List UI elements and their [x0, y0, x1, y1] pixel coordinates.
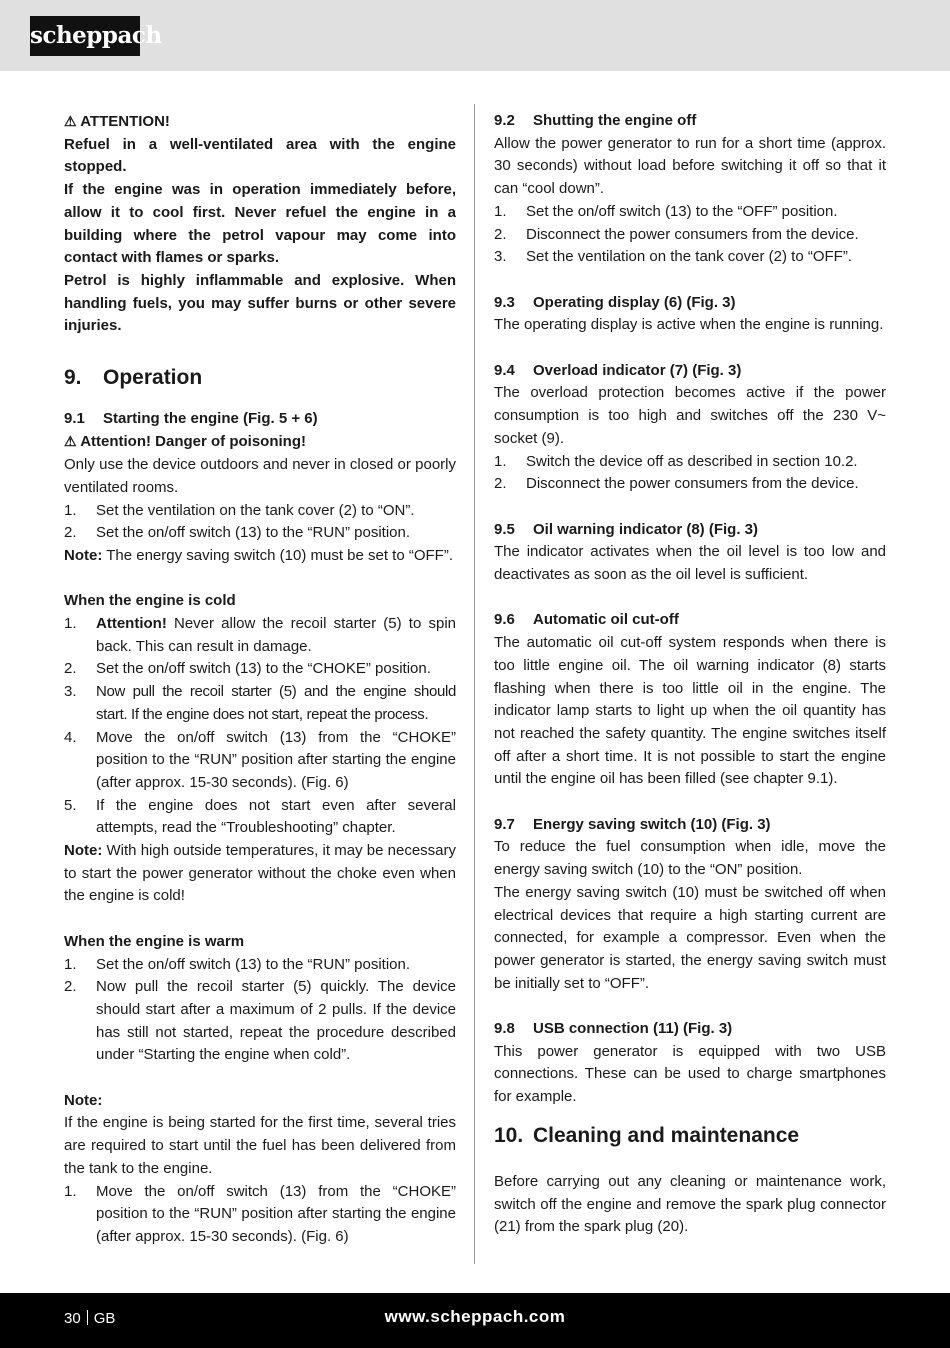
cold-heading: When the engine is cold [64, 592, 236, 610]
list-item: 2. Disconnect the power consumers from the device. [494, 475, 859, 493]
paragraph: The overload protection becomes active if the power consumption is too high and switches off the 230 V~ socket (9). [494, 384, 886, 447]
subsection-heading: 9.5 Oil warning indicator (8) (Fig. 3) [494, 520, 759, 538]
page-header [0, 0, 950, 71]
paragraph: The energy saving switch (10) must be switched off when electrical devices that require a high starting current are connected, for example a compressor. Even when the power generator is started, the energy saving switch must be initially set to “OFF”. [494, 883, 886, 992]
list-item: 2. Now pull the recoil starter (5) quickly. The device should start after a maximum of 2 pulls. If the device has still not started, repeat the procedure described under “Starting the engine when cold”. [64, 978, 456, 1064]
page-number: 30 GB [64, 1310, 116, 1327]
paragraph: The automatic oil cut-off system responds when there is too little engine oil. The oil warning indicator (8) starts flashing when there is too little oil in the engine. The indicator lamp starts to light up when the oil quantity has not reached the safety quantity. The engine switches itself off after a short time. It is not possible to start the engine until the engine oil has been filled (see chapter 9.1). [494, 634, 886, 788]
section-heading-cleaning: 10. Cleaning and maintenance [494, 1123, 800, 1147]
list-item: 1. Move the on/off switch (13) from the “CHOKE” position to the “RUN” position after starting the engine (after approx. 15-30 seconds). (Fig. 6) [64, 1182, 456, 1245]
subsection-heading: 9.6 Automatic oil cut-off [494, 611, 679, 629]
list-item: 1. Set the ventilation on the tank cover (2) to “ON”. [64, 501, 415, 519]
paragraph: The indicator activates when the oil level is too low and deactivates as soon as the oil level is sufficient. [494, 543, 886, 584]
paragraph: Before carrying out any cleaning or maintenance work, switch off the engine and remove the spark plug connector (21) from the spark plug (20). [494, 1172, 886, 1236]
website-link[interactable]: www.scheppach.com [384, 1307, 566, 1326]
scheppach-logo: scheppach [30, 16, 140, 56]
list-item: 3. Now pull the recoil starter (5) and the engine should start. If the engine does not start, repeat the process. [64, 683, 456, 723]
paragraph: Allow the power generator to run for a short time (approx. 30 seconds) without load before switching it off so that it can “cool down”. [494, 134, 886, 198]
attention-heading: ⚠ ATTENTION! [64, 113, 170, 130]
list-item: 2. Disconnect the power consumers from the device. [494, 225, 859, 243]
subsection-heading: 9.4 Overload indicator (7) (Fig. 3) [494, 361, 742, 379]
paragraph: This power generator is equipped with two USB connections. These can be used to charge smartphones for example. [494, 1042, 886, 1106]
warm-heading: When the engine is warm [64, 932, 245, 950]
poison-warning: ⚠ Attention! Danger of poisoning! [64, 433, 306, 451]
paragraph: The operating display is active when the engine is running. [494, 316, 884, 334]
intro-text: Only use the device outdoors and never in closed or poorly ventilated rooms. [64, 456, 456, 496]
list-item: 5. If the engine does not start even after several attempts, read the “Troubleshooting” chapter. [64, 796, 456, 837]
attention-line: If the engine was in operation immediately before, allow it to cool first. Never refuel the engine in a building where the petrol vapour may come into contact with flames or sparks. [64, 181, 456, 267]
list-item: 2. Set the on/off switch (13) to the “CHOKE” position. [64, 660, 431, 678]
left-column [64, 110, 456, 1249]
note-heading: Note: [64, 1091, 103, 1109]
list-item: 1. Set the on/off switch (13) to the “OFF” position. [494, 202, 838, 220]
note: Note: With high outside temperatures, it may be necessary to start the power generator without the choke even when the engine is cold! [64, 842, 456, 905]
page-footer [0, 1293, 950, 1348]
warning-triangle-icon: ⚠ [64, 113, 77, 129]
list-item: 1. Switch the device off as described in section 10.2. [494, 452, 858, 470]
column-divider [474, 104, 475, 1264]
attention-line: Refuel in a well-ventilated area with the engine stopped. [64, 135, 456, 176]
list-item: 1. Attention! Never allow the recoil starter (5) to spin back. This can result in damage. [64, 615, 456, 655]
subsection-heading: 9.7 Energy saving switch (10) (Fig. 3) [494, 815, 771, 833]
note: Note: The energy saving switch (10) must be set to “OFF”. [64, 546, 454, 564]
section-heading-operation: 9. Operation [64, 365, 203, 389]
right-column [494, 110, 886, 1239]
list-item: 3. Set the ventilation on the tank cover (2) to “OFF”. [494, 248, 852, 266]
subsection-heading: 9.1 Starting the engine (Fig. 5 + 6) [64, 409, 318, 427]
note-text: If the engine is being started for the first time, several tries are required to start until the fuel has been delivered from the tank to the engine. [64, 1114, 456, 1177]
list-item: 4. Move the on/off switch (13) from the “CHOKE” position to the “RUN” position after starting the engine (after approx. 15-30 seconds). (Fig. 6) [64, 728, 456, 791]
subsection-heading: 9.2 Shutting the engine off [494, 112, 697, 129]
subsection-heading: 9.3 Operating display (6) (Fig. 3) [494, 293, 736, 311]
warning-triangle-icon: ⚠ [64, 433, 77, 450]
list-item: 2. Set the on/off switch (13) to the “RUN” position. [64, 524, 411, 542]
attention-line: Petrol is highly inflammable and explosive. When handling fuels, you may suffer burns or other severe injuries. [64, 271, 456, 335]
paragraph: To reduce the fuel consumption when idle, move the energy saving switch (10) to the “ON” position. [494, 838, 886, 879]
list-item: 1. Set the on/off switch (13) to the “RUN” position. [64, 955, 411, 973]
subsection-heading: 9.8 USB connection (11) (Fig. 3) [494, 1020, 733, 1038]
